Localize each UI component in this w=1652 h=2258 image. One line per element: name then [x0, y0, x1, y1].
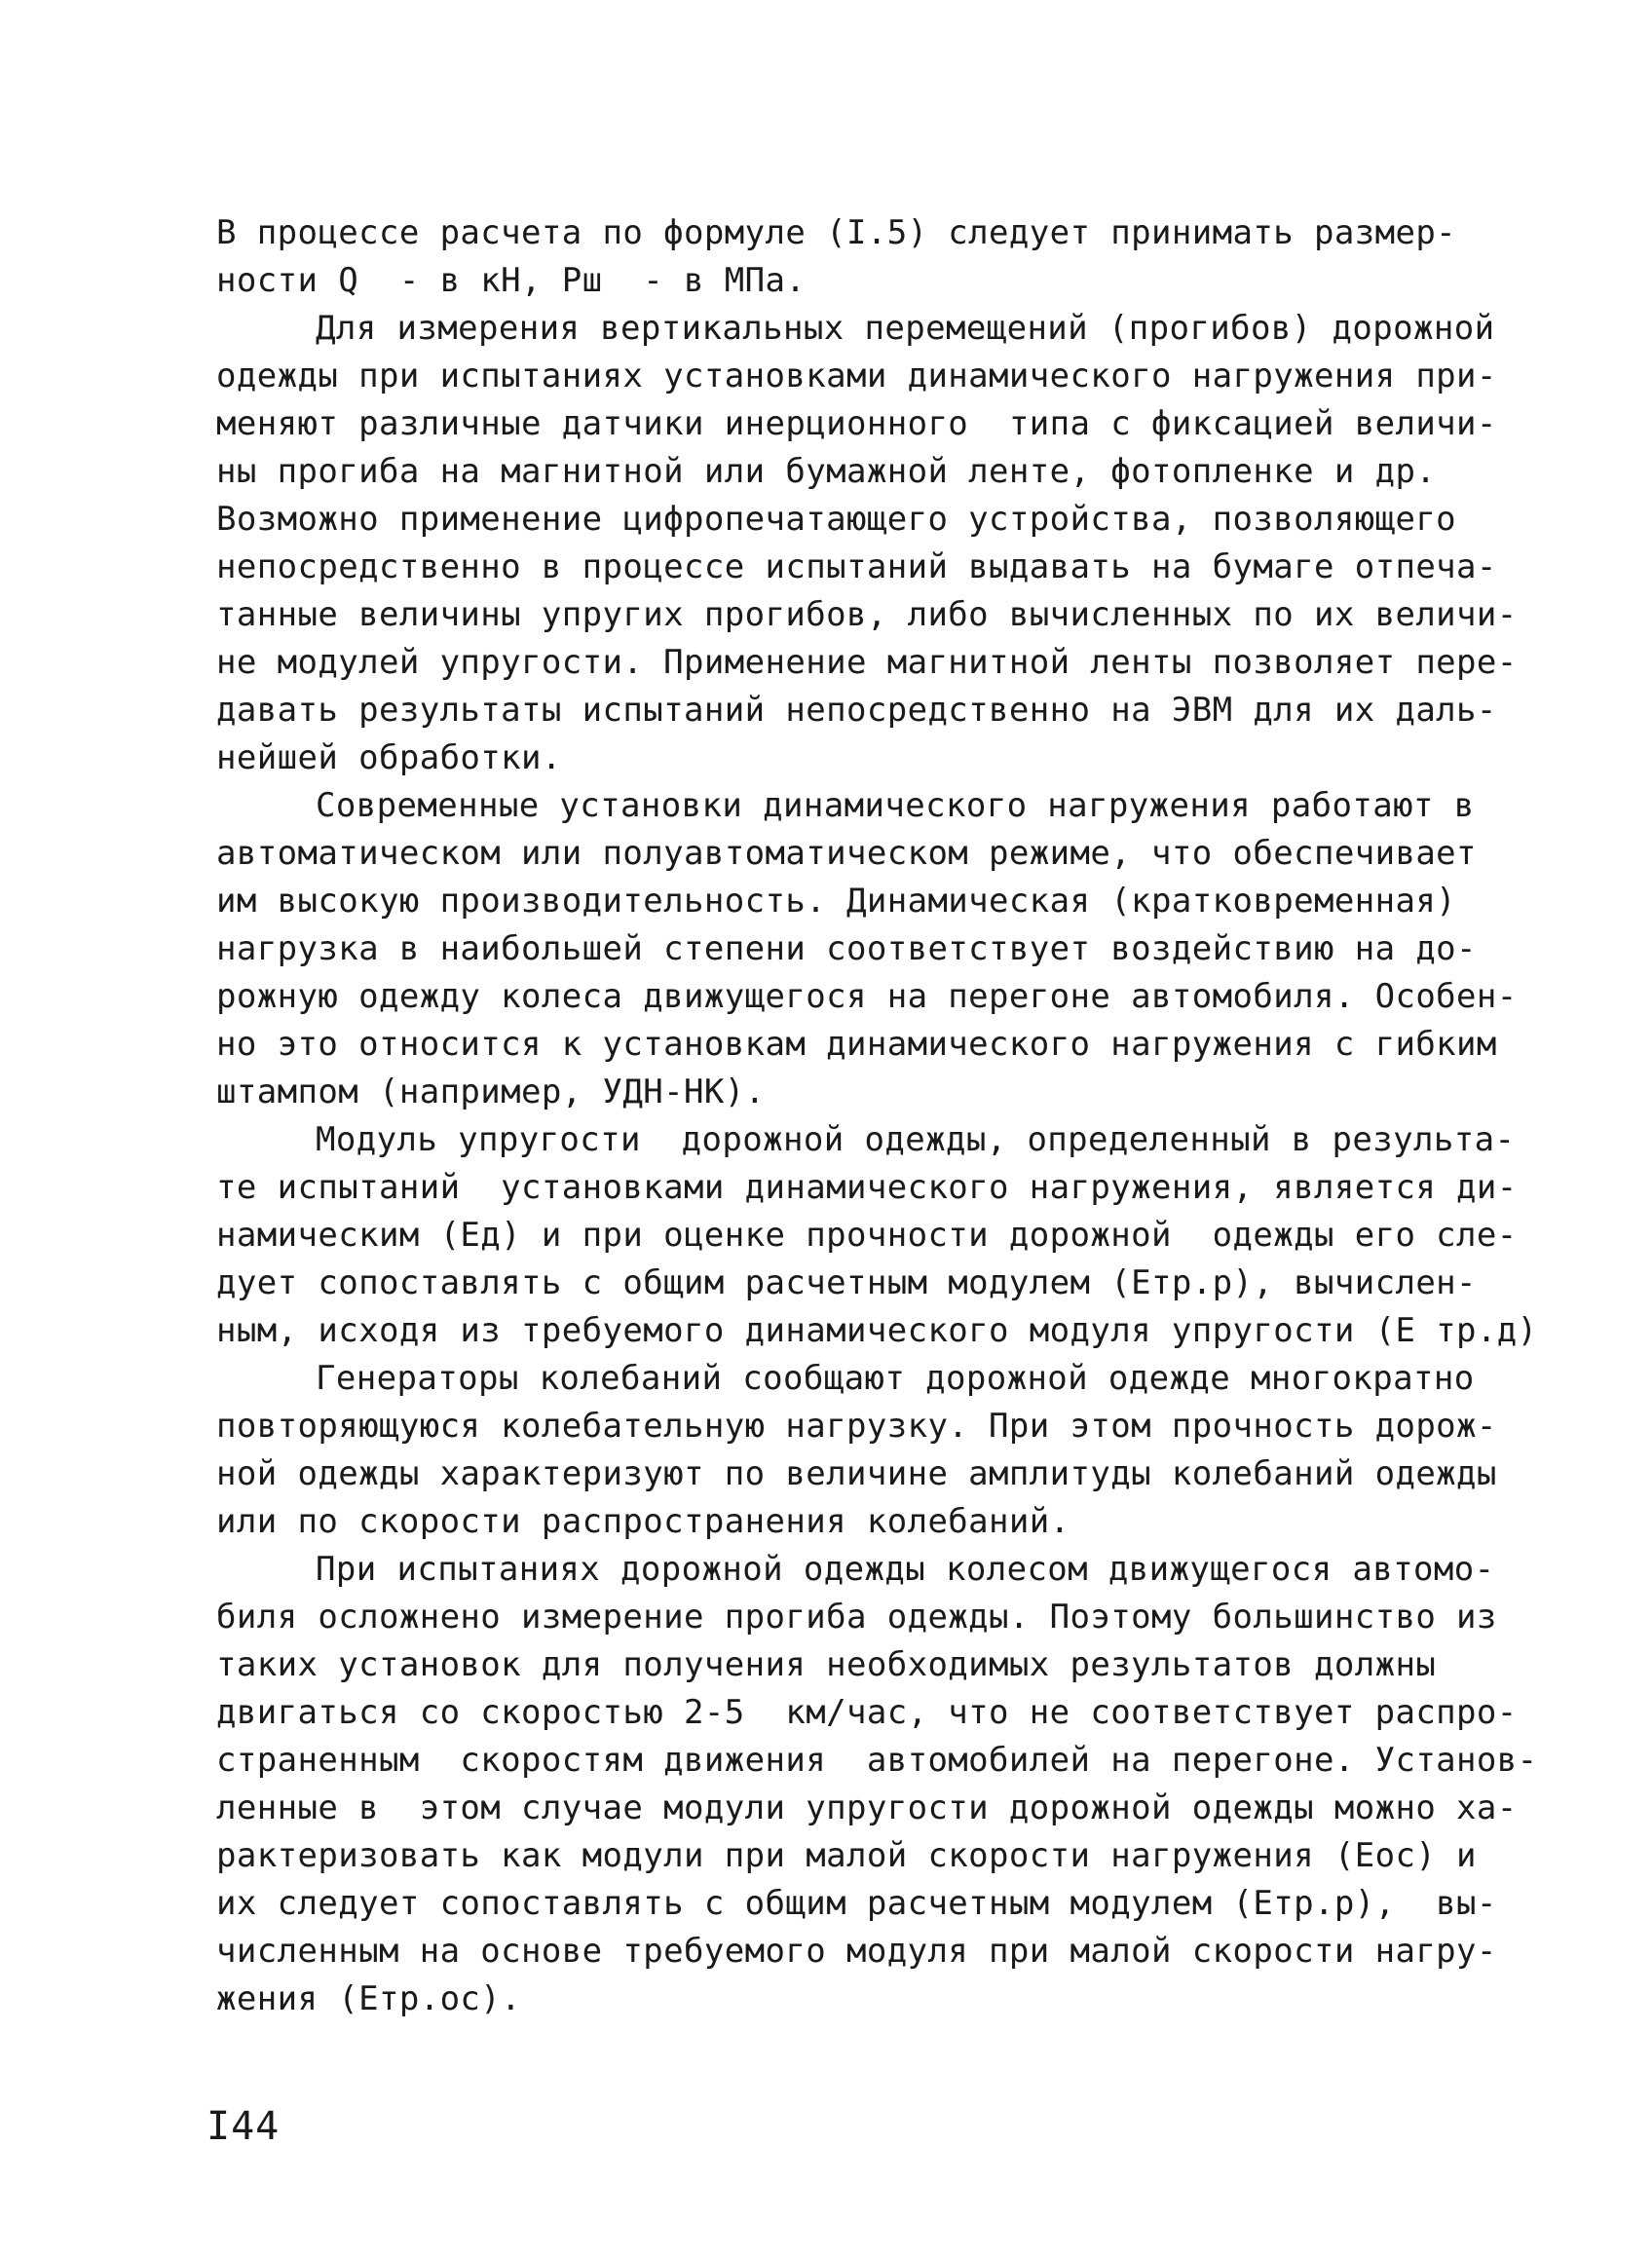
text-line: ности Q - в кН, Рш - в МПа.	[216, 261, 807, 300]
text-line: меняют различные датчики инерционного типа с фиксацией величи-	[216, 404, 1497, 443]
text-line: одежды при испытаниях установками динамического нагружения при-	[216, 357, 1497, 395]
text-line: жения (Етр.ос).	[216, 1979, 522, 2018]
text-line: те испытаний установками динамического нагружения, является ди-	[216, 1168, 1518, 1207]
text-line: танные величины упругих прогибов, либо вычисленных по их величи-	[216, 595, 1518, 634]
text-line: повторяющуюся колебательную нагрузку. При этом прочность дорож-	[216, 1407, 1497, 1446]
text-line: Возможно применение цифропечатающего устройства, позволяющего	[216, 500, 1457, 539]
text-line: автоматическом или полуавтоматическом режиме, что обеспечивает	[216, 834, 1477, 873]
text-line: давать результаты испытаний непосредственно на ЭВМ для их даль-	[216, 691, 1497, 730]
text-line: непосредственно в процессе испытаний выдавать на бумаге отпеча-	[216, 547, 1497, 586]
text-line: биля осложнено измерение прогиба одежды. Поэтому большинство из	[216, 1598, 1497, 1637]
page-number: I44	[206, 2104, 281, 2149]
text-line: таких установок для получения необходимых результатов должны	[216, 1645, 1437, 1684]
text-line: не модулей упругости. Применение магнитной ленты позволяет пере-	[216, 643, 1518, 682]
text-line: рожную одежду колеса движущегося на перегоне автомобиля. Особен-	[216, 977, 1518, 1016]
text-line: численным на основе требуемого модуля при малой скорости нагру-	[216, 1932, 1497, 1971]
text-line: их следует сопоставлять с общим расчетным модулем (Етр.р), вы-	[216, 1884, 1497, 1923]
text-line: Модуль упругости дорожной одежды, определенный в результа-	[316, 1120, 1516, 1159]
text-line: ленные в этом случае модули упругости дорожной одежды можно ха-	[216, 1788, 1518, 1827]
text-line: ны прогиба на магнитной или бумажной ленте, фотопленке и др.	[216, 452, 1437, 491]
text-line: Генераторы колебаний сообщают дорожной одежде многократно	[316, 1359, 1475, 1398]
text-line: страненным скоростям движения автомобилей на перегоне. Установ-	[216, 1741, 1538, 1780]
text-line: им высокую производительность. Динамическая (кратковременная)	[216, 882, 1457, 921]
text-line: нагрузка в наибольшей степени соответствует воздействию на до-	[216, 929, 1477, 968]
text-line: дует сопоставлять с общим расчетным модулем (Етр.р), вычислен-	[216, 1263, 1477, 1302]
text-line: При испытаниях дорожной одежды колесом движущегося автомо-	[316, 1550, 1495, 1589]
text-line: или по скорости распространения колебаний.	[216, 1502, 1070, 1541]
text-line: ным, исходя из требуемого динамического модуля упругости (Е тр.д)	[216, 1311, 1538, 1350]
text-line: штампом (например, УДН-НК).	[216, 1073, 766, 1111]
body-text	[216, 209, 1538, 2023]
text-line: но это относится к установкам динамического нагружения с гибким	[216, 1025, 1497, 1064]
text-line: В процессе расчета по формуле (I.5) следует принимать размер-	[216, 213, 1457, 252]
text-line: ной одежды характеризуют по величине амплитуды колебаний одежды	[216, 1454, 1497, 1493]
text-line: намическим (Ед) и при оценке прочности дорожной одежды его сле-	[216, 1216, 1518, 1255]
text-line: двигаться со скоростью 2-5 км/час, что не соответствует распро-	[216, 1693, 1518, 1732]
text-line: рактеризовать как модули при малой скорости нагружения (Еос) и	[216, 1836, 1477, 1875]
text-line: Для измерения вертикальных перемещений (прогибов) дорожной	[316, 309, 1495, 348]
text-line: нейшей обработки.	[216, 738, 562, 777]
text-line: Современные установки динамического нагружения работают в	[316, 786, 1475, 825]
